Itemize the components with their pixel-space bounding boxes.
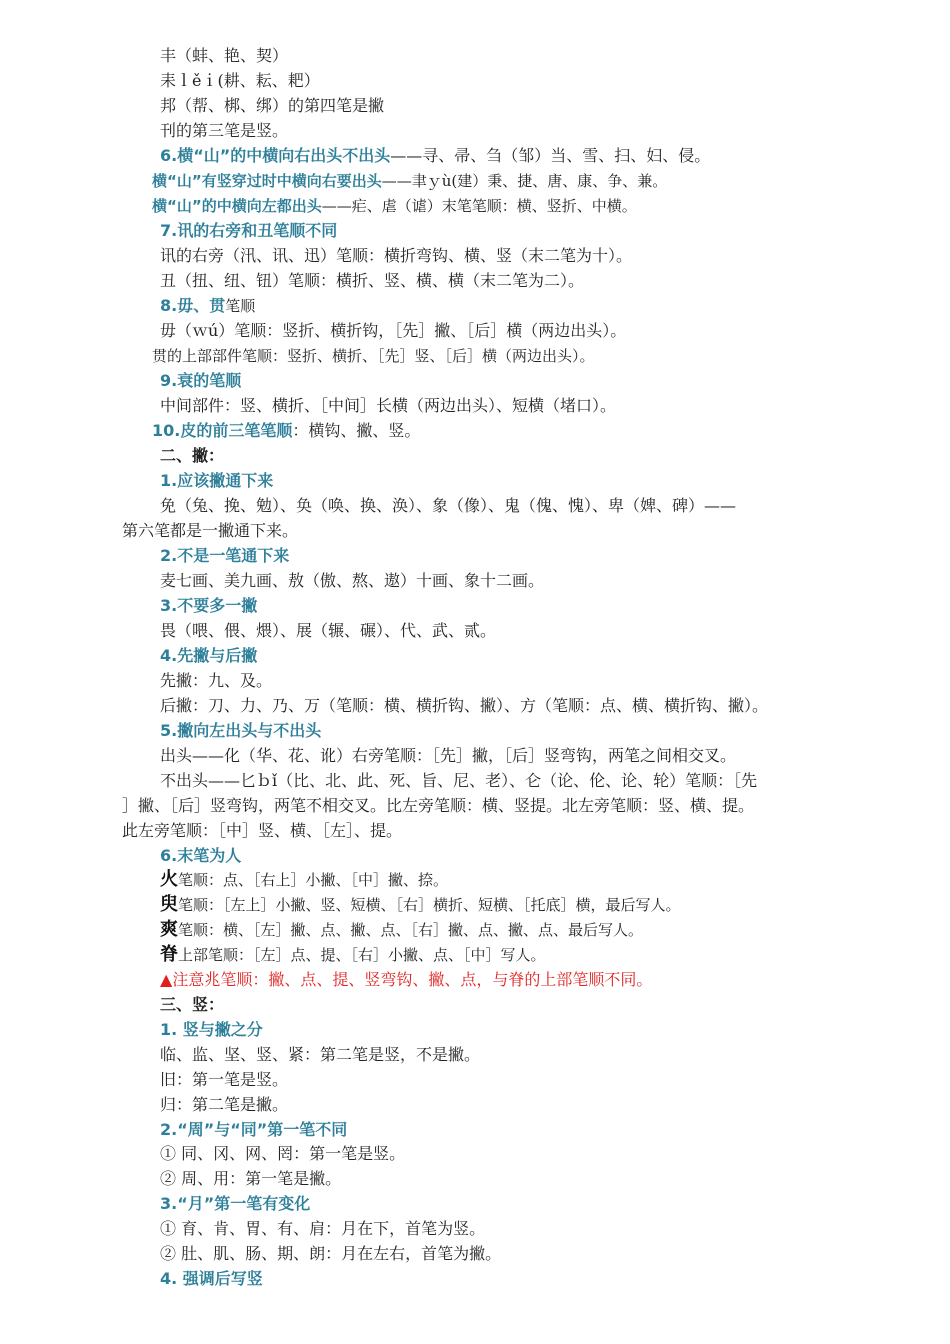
text-line: 不出头——匕ｂǐ（比、北、此、死、旨、尼、老）、仑（论、伦、论、轮）笔顺：［先	[160, 771, 758, 790]
text-line: 中间部件：竖、横折、［中间］长横（两边出头）、短横（堵口）。	[160, 396, 617, 415]
subheading: 6.末笔为人	[160, 846, 242, 865]
subheading: 2.“周”与“同”第一笔不同	[160, 1120, 348, 1139]
text-line: 毋（ｗú）笔顺：竖折、横折钩，［先］撇、［后］横（两边出头）。	[160, 321, 627, 340]
text-line: ① 育、肯、胃、有、肩：月在下，首笔为竖。	[160, 1219, 486, 1238]
text-line: 临、监、坚、竖、紧：第二笔是竖，不是撇。	[160, 1045, 481, 1064]
text-line: 后撇：刀、力、乃、万（笔顺：横、横折钩、撇）、方（笔顺：点、横、横折钩、撇）。	[160, 696, 769, 715]
text-line: 先撇：九、及。	[160, 671, 273, 690]
text-span: ：横钩、撇、竖。	[292, 421, 421, 440]
text-span: ——聿ｙù(建）秉、捷、唐、康、争、兼。	[381, 172, 668, 190]
text-line: ② 肚、肌、肠、期、朗：月在左右，首笔为撇。	[160, 1244, 502, 1263]
subheading: 3.不要多一撇	[160, 596, 258, 615]
text-line: 免（兔、挽、勉）、奂（唤、换、涣）、象（像）、鬼（傀、愧）、卑（婢、碑）——	[160, 496, 737, 515]
text-line	[152, 420, 420, 442]
text-line: 贯的上部部件笔顺：竖折、横折、［先］竖、［后］横（两边出头）。	[152, 347, 595, 365]
text-line	[160, 944, 546, 966]
text-span: 笔顺：横、［左］撇、点、撇、点、［右］撇、点、撇、点、最后写人。	[178, 921, 644, 939]
subheading: 横“山”的中横向左都出头	[152, 197, 322, 215]
subheading: 10.皮的前三笔笔顺	[152, 421, 293, 440]
text-line	[152, 170, 667, 192]
text-line: 归：第二笔是撇。	[160, 1095, 289, 1114]
text-line: ］撇、［后］竖弯钩，两笔不相交叉。比左旁笔顺：横、竖提。北左旁笔顺：竖、横、提。	[122, 796, 755, 815]
subheading: 1. 竖与撇之分	[160, 1020, 263, 1039]
text-line: ② 周、用：第一笔是撇。	[160, 1169, 342, 1188]
warning-triangle-icon: ▲	[160, 970, 173, 989]
text-span: 笔顺	[225, 297, 256, 315]
text-span: 上部笔顺：［左］点、提、［右］小撇、点、［中］写人。	[178, 946, 546, 964]
text-line: 讯的右旁（汛、讯、迅）笔顺：横折弯钩、横、竖（末二笔为十）。	[160, 246, 633, 265]
text-line: 畏（喂、偎、煨）、展（辗、碾）、代、武、贰。	[160, 621, 497, 640]
subheading: 6.横“山”的中横向右出头不出头	[160, 146, 391, 165]
large-character: 臾	[160, 894, 178, 915]
subheading: 7.讯的右旁和丑笔顺不同	[160, 221, 338, 240]
text-line: 麦七画、美九画、敖（傲、熬、遨）十画、象十二画。	[160, 571, 545, 590]
text-line	[160, 894, 681, 916]
large-character: 爽	[160, 919, 178, 940]
text-line: 刊的第三笔是竖。	[160, 121, 289, 140]
text-line	[160, 295, 255, 317]
text-line	[152, 195, 637, 217]
text-span: ——寻、帚、刍（邹）当、雪、扫、妇、侵。	[390, 146, 711, 165]
text-line: 耒ｌěｉ(耕、耘、耙）	[160, 71, 320, 90]
section-heading: 二、撇：	[160, 446, 225, 465]
text-line: 出头——化（华、花、讹）右旁笔顺：［先］撇，［后］竖弯钩，两笔之间相交叉。	[160, 746, 737, 765]
large-character: 脊	[160, 944, 178, 965]
text-line	[160, 919, 643, 941]
section-heading: 三、竖：	[160, 995, 225, 1014]
text-line: 丑（扭、纽、钮）笔顺：横折、竖、横、横（末二笔为二）。	[160, 271, 585, 290]
subheading: 9.衰的笔顺	[160, 371, 242, 390]
subheading: 3.“月”第一笔有变化	[160, 1194, 311, 1213]
text-span: 笔顺：［左上］小撇、竖、短横、［右］横折、短横、［托底］横，最后写人。	[178, 896, 681, 914]
text-line: ① 同、冈、网、罔：第一笔是竖。	[160, 1144, 406, 1163]
text-span: 注意兆笔顺：撇、点、提、竖弯钩、撇、点，与脊的上部笔顺不同。	[172, 970, 653, 989]
subheading: 5.撇向左出头与不出头	[160, 721, 322, 740]
text-line: 第六笔都是一撇通下来。	[122, 521, 299, 540]
subheading: 2.不是一笔通下来	[160, 546, 290, 565]
large-character: 火	[160, 869, 178, 890]
warning-note	[160, 969, 652, 991]
subheading: 横“山”有竖穿过时中横向右要出头	[152, 172, 382, 190]
subheading: 4. 强调后写竖	[160, 1269, 263, 1288]
text-line: 邦（帮、梆、绑）的第四笔是撇	[160, 96, 385, 115]
text-line	[160, 869, 448, 891]
text-line: 丰（蚌、艳、契）	[160, 46, 289, 65]
text-line: 旧：第一笔是竖。	[160, 1070, 289, 1089]
text-line: 此左旁笔顺：［中］竖、横、［左］、提。	[122, 821, 403, 840]
subheading: 1.应该撇通下来	[160, 471, 274, 490]
text-span: 笔顺：点、［右上］小撇、［中］撇、捺。	[178, 871, 449, 889]
subheading: 8.毋、贯	[160, 296, 226, 315]
subheading: 4.先撇与后撇	[160, 646, 258, 665]
text-line	[160, 145, 710, 167]
text-span: ——疟、虐（谑）末笔笔顺：横、竖折、中横。	[321, 197, 637, 215]
